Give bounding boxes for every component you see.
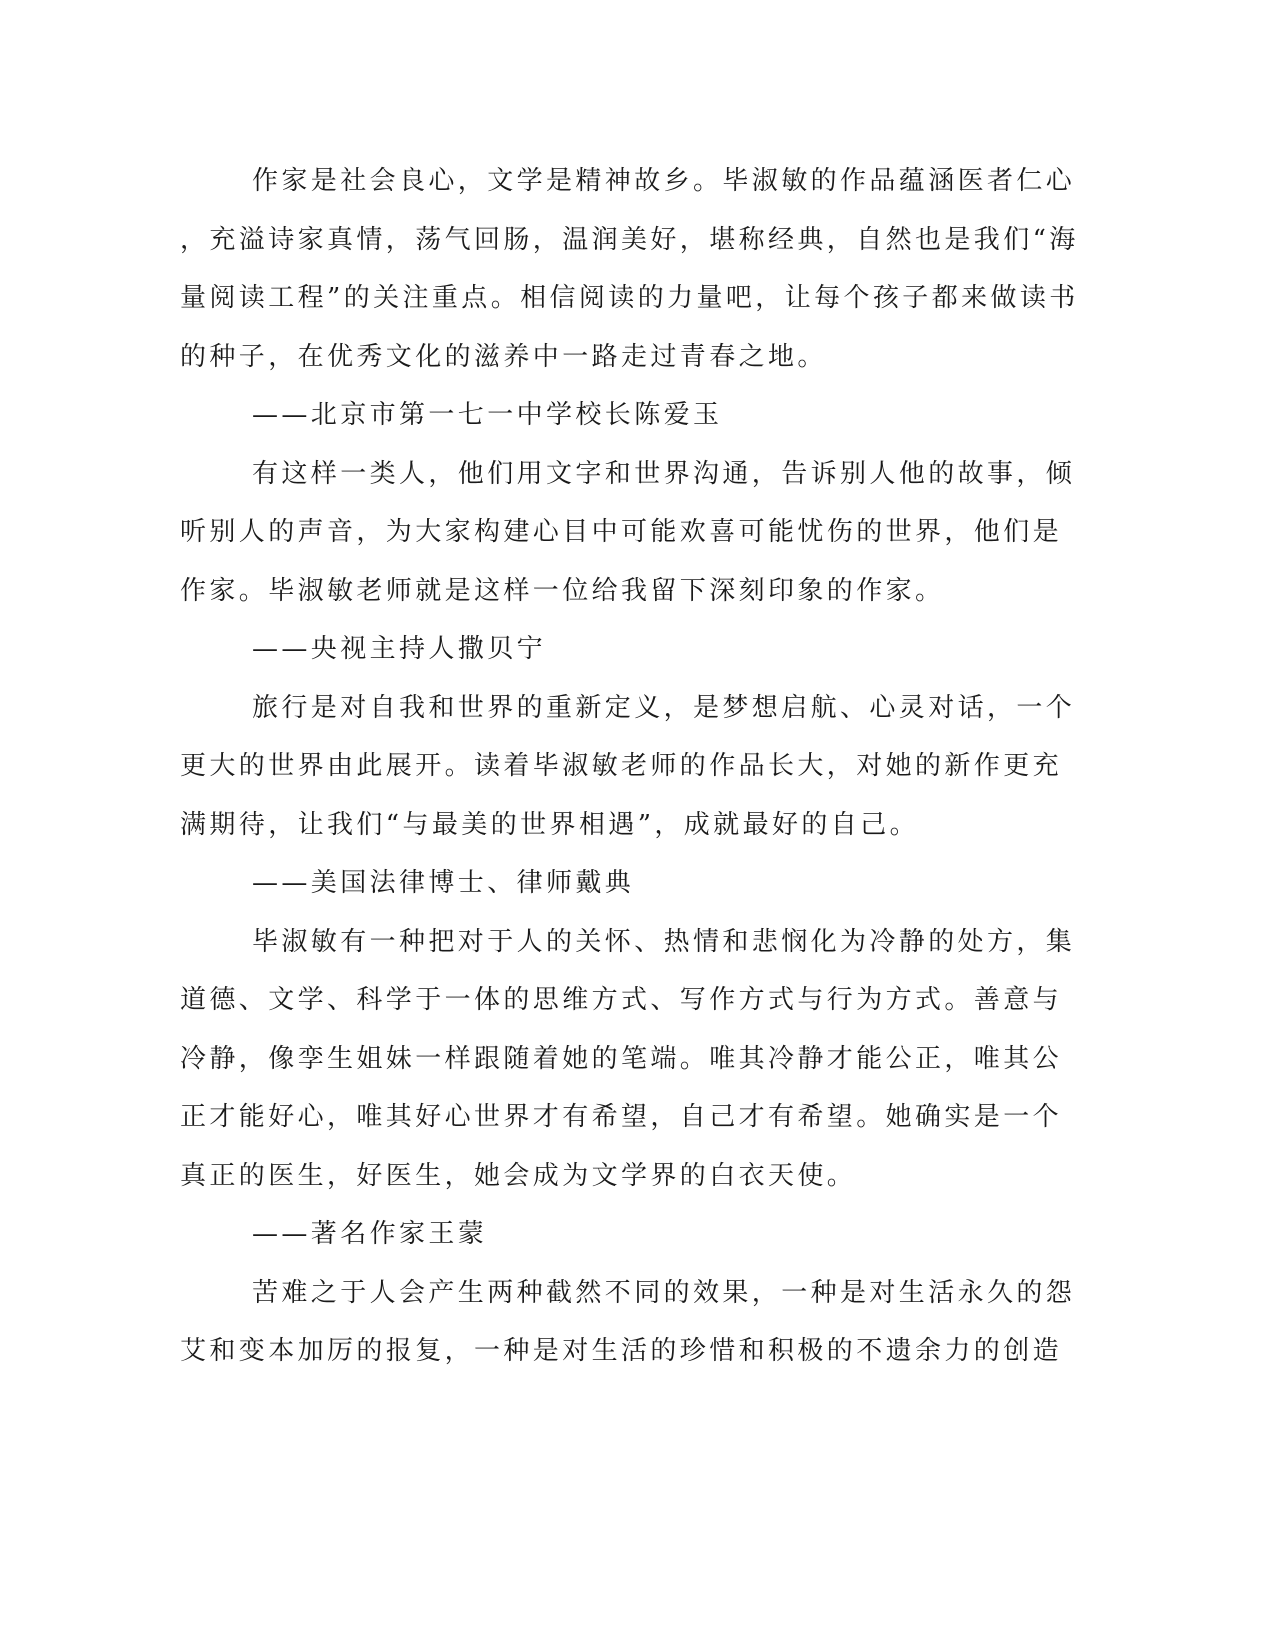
text-line: ，充溢诗家真情，荡气回肠，温润美好，堪称经典，自然也是我们“海 — [180, 224, 1079, 255]
document-page — [180, 152, 1079, 1381]
text-line: 的种子，在优秀文化的滋养中一路走过青春之地。 — [180, 341, 827, 372]
text-line: 苦难之于人会产生两种截然不同的效果，一种是对生活永久的怨 — [252, 1277, 1076, 1308]
attribution-line: ——著名作家王蒙 — [252, 1219, 488, 1249]
text-line: 旅行是对自我和世界的重新定义，是梦想启航、心灵对话，一个 — [252, 692, 1076, 723]
text-line: 正才能好心，唯其好心世界才有希望，自己才有希望。她确实是一个 — [180, 1102, 1063, 1132]
attribution-line: ——央视主持人撒贝宁 — [252, 634, 547, 664]
text-line: 量阅读工程”的关注重点。相信阅读的力量吧，让每个孩子都来做读书 — [180, 283, 1079, 313]
text-line: 更大的世界由此展开。读着毕淑敏老师的作品长大，对她的新作更充 — [180, 751, 1063, 781]
text-line: 有这样一类人，他们用文字和世界沟通，告诉别人他的故事，倾 — [252, 458, 1076, 489]
text-line: 冷静，像孪生姐妹一样跟随着她的笔端。唯其冷静才能公正，唯其公 — [180, 1043, 1063, 1074]
text-line: 作家。毕淑敏老师就是这样一位给我留下深刻印象的作家。 — [180, 575, 945, 606]
attribution-line: ——北京市第一七一中学校长陈爱玉 — [252, 400, 723, 430]
text-line: 艾和变本加厉的报复，一种是对生活的珍惜和积极的不遗余力的创造 — [180, 1336, 1063, 1366]
text-line: 毕淑敏有一种把对于人的关怀、热情和悲悯化为冷静的处方，集 — [252, 926, 1076, 957]
text-line: 听别人的声音，为大家构建心目中可能欢喜可能忧伤的世界，他们是 — [180, 517, 1063, 547]
text-line: 满期待，让我们“与最美的世界相遇”，成就最好的自己。 — [180, 809, 919, 840]
text-line: 道德、文学、科学于一体的思维方式、写作方式与行为方式。善意与 — [180, 985, 1063, 1015]
attribution-line: ——美国法律博士、律师戴典 — [252, 868, 635, 898]
text-line: 真正的医生，好医生，她会成为文学界的白衣天使。 — [180, 1160, 857, 1191]
text-line: 作家是社会良心，文学是精神故乡。毕淑敏的作品蕴涵医者仁心 — [252, 166, 1076, 196]
